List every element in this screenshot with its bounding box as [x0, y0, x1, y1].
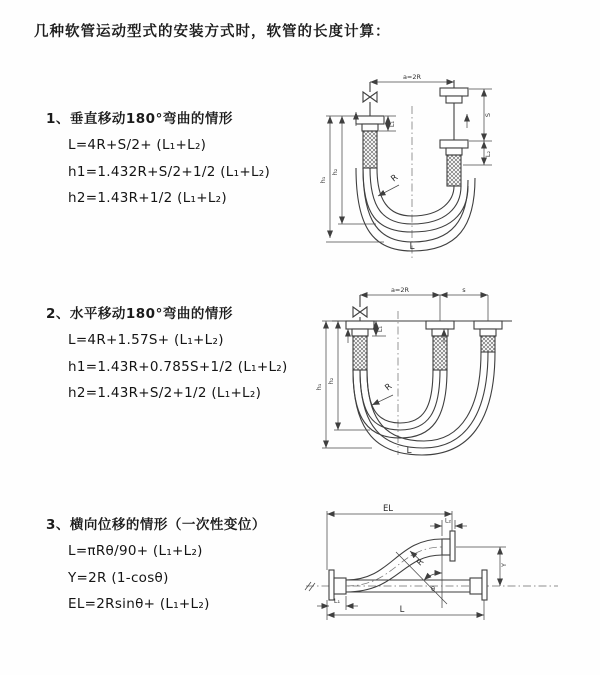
dim-label-length: L — [399, 605, 405, 615]
angle-theta-label: θ — [431, 585, 435, 593]
formula-length: L=πRθ/90+ (L₁+L₂) — [68, 543, 203, 559]
dim-label-l1: L₁ — [388, 120, 396, 128]
valve-icon — [363, 92, 370, 102]
dim-label-l2: L₂ — [444, 516, 452, 525]
section-lateral-displacement — [46, 512, 266, 618]
radius-label: R — [383, 381, 395, 394]
diagram-vertical-180-bend — [312, 68, 600, 263]
radius-label: R — [414, 556, 427, 569]
dim-label-l2: L₂ — [484, 150, 492, 158]
valve-icon — [353, 307, 360, 317]
dim-label-a2r: a=2R — [390, 286, 410, 294]
radius-label: R — [389, 172, 401, 185]
break-mark — [305, 582, 315, 591]
dim-label-h1: h₁ — [319, 176, 327, 184]
diagram-lateral-displacement — [300, 498, 600, 673]
pipes-and-fittings — [329, 531, 487, 600]
dim-label-s: s — [462, 286, 466, 294]
dim-label-a2r: a=2R — [402, 73, 422, 81]
pipes-and-fittings — [332, 295, 512, 370]
formula-h1: h1=1.432R+S/2+1/2 (L₁+L₂) — [68, 163, 271, 180]
dim-label-h2: h₂ — [327, 377, 335, 385]
dim-label-y: Y — [500, 563, 508, 567]
formula-h2: h2=1.43R+S/2+1/2 (L₁+L₂) — [68, 385, 262, 401]
formula-el: EL=2Rsinθ+ (L₁+L₂) — [68, 596, 210, 612]
dim-label-s: S — [484, 112, 492, 118]
section-2-heading: 2、水平移动180°弯曲的情形 — [46, 306, 233, 322]
dim-label-length: L — [406, 446, 412, 456]
formula-h1: h1=1.43R+0.785S+1/2 (L₁+L₂) — [68, 358, 288, 375]
dim-label-l1: L₁ — [376, 325, 384, 333]
formula-length: L=4R+S/2+ (L₁+L₂) — [68, 137, 207, 153]
formula-length: L=4R+1.57S+ (L₁+L₂) — [68, 332, 224, 348]
section-vertical-movement — [46, 106, 270, 212]
dim-label-length: L — [409, 242, 415, 252]
angle-arc — [424, 573, 442, 580]
formula-y: Y=2R (1-cosθ) — [68, 569, 169, 586]
dim-label-l1: L₁ — [333, 597, 341, 605]
page-title: 几种软管运动型式的安装方式时，软管的长度计算： — [34, 24, 391, 40]
valve-icon — [370, 92, 377, 102]
braided-hose-section — [447, 155, 461, 186]
formula-h2: h2=1.43R+1/2 (L₁+L₂) — [68, 190, 227, 206]
braided-hose-section — [363, 131, 377, 168]
valve-icon — [360, 307, 367, 317]
dim-label-el: EL — [382, 504, 394, 514]
dim-label-h2: h₂ — [331, 168, 339, 176]
section-horizontal-movement — [46, 301, 288, 407]
section-1-heading: 1、垂直移动180°弯曲的情形 — [46, 111, 233, 127]
section-3-heading: 3、横向位移的情形（一次性变位） — [46, 517, 266, 533]
braided-hose-section — [353, 336, 367, 370]
dimensions — [317, 504, 508, 620]
diagram-horizontal-180-bend — [312, 283, 600, 463]
braided-hose-section — [481, 336, 495, 352]
braided-hose-section — [433, 336, 447, 370]
dim-label-h1: h₁ — [315, 383, 323, 391]
